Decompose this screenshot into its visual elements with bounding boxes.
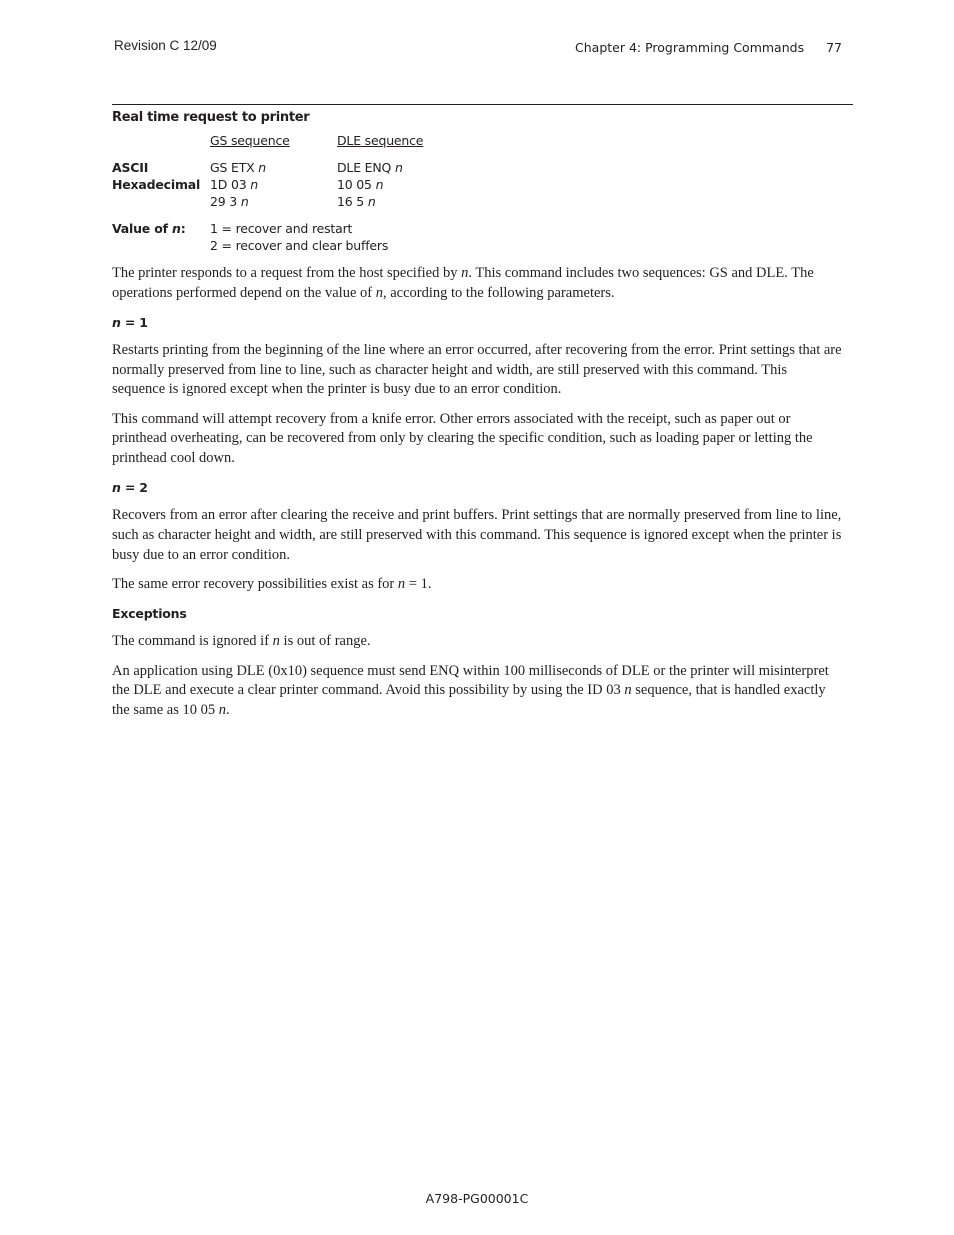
running-header	[575, 40, 842, 55]
revision-label: Revision C 12/09	[114, 38, 217, 53]
value-of-n-label: Value of n:	[112, 221, 186, 236]
gs-hex-value: 1D 03 n	[210, 177, 258, 192]
dle-decimal-value: 16 5 n	[337, 194, 376, 209]
hex-label: Hexadecimal	[112, 177, 201, 192]
ascii-label: ASCII	[112, 160, 149, 175]
dle-ascii-value: DLE ENQ n	[337, 160, 403, 175]
value-option-1: 1 = recover and restart	[210, 221, 353, 236]
exceptions-heading: Exceptions	[112, 605, 187, 621]
n1-paragraph-2: This command will attempt recovery from a knife error. Other errors associated with the receipt, such as paper out or printhead overheating, can be recovered from only by clearing the specific condition, such as loading paper or letting the printhead cool down.	[112, 410, 813, 466]
chapter-title: Chapter 4: Programming Commands	[575, 40, 805, 55]
dle-sequence-heading: DLE sequence	[337, 133, 424, 148]
n2-paragraph-1: Recovers from an error after clearing the receive and print buffers. Print settings that are normally preserved from line to line, such as character height and width, are still preserved with this command. This sequence is ignored except when the printer is busy due to an error condition.	[112, 507, 842, 563]
exceptions-paragraph-1: The command is ignored if n is out of range.	[112, 633, 371, 650]
gs-sequence-heading: GS sequence	[210, 133, 290, 148]
description-body	[112, 264, 842, 730]
section-divider	[112, 104, 853, 105]
n2-heading: n = 2	[112, 479, 148, 495]
intro-paragraph: The printer responds to a request from the host specified by n. This command includes two sequences: GS and DLE. The operations performed depend on the value of n, according to the following parameters.	[112, 265, 814, 301]
document-number: A798-PG00001C	[425, 1191, 529, 1206]
dle-hex-value: 10 05 n	[337, 177, 384, 192]
n2-paragraph-2: The same error recovery possibilities exist as for n = 1.	[112, 575, 432, 592]
n1-heading: n = 1	[112, 314, 148, 330]
exceptions-paragraph-2: An application using DLE (0x10) sequence must send ENQ within 100 milliseconds of DLE or the printer will misinterpret the DLE and execute a clear printer command. Avoid this possibility by using the ID 03 n sequence, that is handled exactly the same as 10 05 n.	[112, 662, 829, 718]
command-title: Real time request to printer	[112, 110, 310, 125]
page-number: 77	[826, 40, 842, 55]
gs-decimal-value: 29 3 n	[210, 194, 249, 209]
n1-paragraph-1: Restarts printing from the beginning of the line where an error occurred, after recovering from the error. Print settings that are normally preserved from line to line, such as character height and width, are still preserved with this command. This sequence is ignored except when the printer is busy due to an error condition.	[112, 342, 842, 398]
gs-ascii-value: GS ETX n	[210, 160, 267, 175]
value-option-2: 2 = recover and clear buffers	[210, 238, 389, 253]
